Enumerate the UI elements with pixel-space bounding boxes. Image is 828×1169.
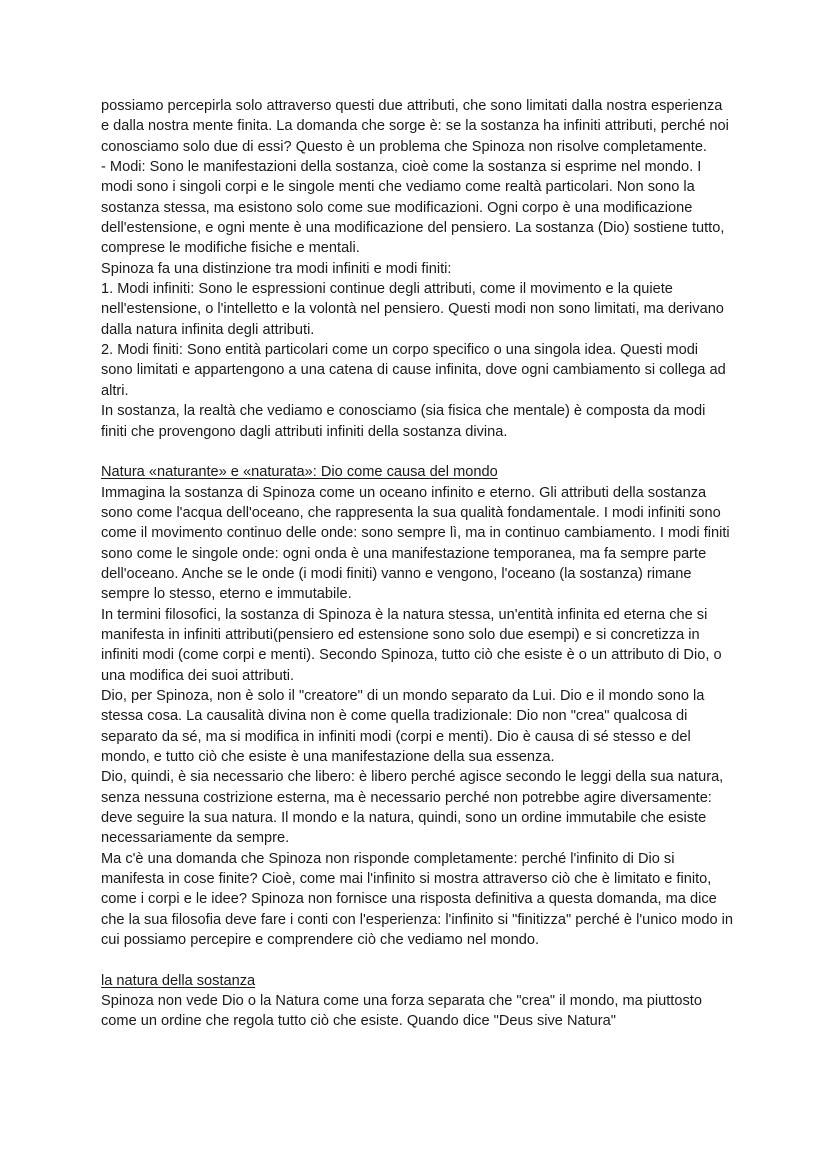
list-item-modi-finiti: 2. Modi finiti: Sono entità particolari come un corpo specifico o una singola idea. Questi modi sono limitati e appartengono a una catena di cause infinita, dove ogni cambiamento si collega ad altri. [101, 342, 726, 399]
document-page [101, 96, 733, 1032]
paragraph: Spinoza non vede Dio o la Natura come una forza separata che "crea" il mondo, ma piuttosto come un ordine che regola tutto ciò che esiste. Quando dice "Deus sive Natura" [101, 993, 702, 1030]
paragraph: Ma c'è una domanda che Spinoza non risponde completamente: perché l'infinito di Dio si manifesta in cose finite? Cioè, come mai l'infinito si mostra attraverso ciò che è limitato e finito, come i corpi e le idee? Spinoza non fornisce una risposta definitiva a questa domanda, ma dice che la sua filosofia deve fare i conti con l'esperienza: l'infinito si "finitizza" perché è l'unico modo in cui possiamo percepire e comprendere ciò che vediamo nel mondo. [101, 850, 733, 949]
section-natura-sostanza [101, 971, 733, 1032]
paragraph: possiamo percepirla solo attraverso questi due attributi, che sono limitati dalla nostra esperienza e dalla nostra mente finita. La domanda che sorge è: se la sostanza ha infiniti attributi, perché noi conosciamo solo due di essi? Questo è un problema che Spinoza non risolve completamente. [101, 98, 729, 155]
paragraph: Immagina la sostanza di Spinoza come un oceano infinito e eterno. Gli attributi della sostanza sono come l'acqua dell'oceano, che rappresenta la sua qualità fondamentale. I modi infiniti sono come il movimento continuo delle onde: sono sempre lì, ma in continuo cambiamento. I modi finiti sono come le singole onde: ogni onda è una manifestazione temporanea, ma fa sempre parte dell'oceano. Anche se le onde (i modi finiti) vanno e vengono, l'oceano (la sostanza) rimane sempre lo stesso, eterno e immutabile. [101, 484, 730, 603]
section-heading: Natura «naturante» e «naturata»: Dio come causa del mondo [101, 464, 498, 481]
section-heading: la natura della sostanza [101, 972, 256, 989]
paragraph: Spinoza fa una distinzione tra modi infiniti e modi finiti: [101, 260, 452, 277]
blank-line [101, 950, 733, 970]
section-modi [101, 96, 733, 442]
paragraph: In sostanza, la realtà che vediamo e conosciamo (sia fisica che mentale) è composta da modi finiti che provengono dagli attributi infiniti della sostanza divina. [101, 403, 706, 440]
section-natura-naturante [101, 462, 733, 950]
paragraph-modi: - Modi: Sono le manifestazioni della sostanza, cioè come la sostanza si esprime nel mondo. I modi sono i singoli corpi e le singole menti che vediamo come realtà particolari. Non sono la sostanza stessa, ma esistono solo come sue modificazioni. Ogni corpo è una modificazione dell'estensione, e ogni mente è una modificazione del pensiero. La sostanza (Dio) sostiene tutto, comprese le modifiche fisiche e mentali. [101, 159, 725, 257]
paragraph: Dio, quindi, è sia necessario che libero: è libero perché agisce secondo le leggi della sua natura, senza nessuna costrizione esterna, ma è necessario perché non potrebbe agire diversamente: deve seguire la sua natura. Il mondo e la natura, quindi, sono un ordine immutabile che esiste necessariamente da sempre. [101, 769, 724, 847]
list-item-modi-infiniti: 1. Modi infiniti: Sono le espressioni continue degli attributi, come il movimento e la quiete nell'estensione, o l'intelletto e la volontà nel pensiero. Questi modi non sono limitati, ma derivano dalla natura infinita degli attributi. [101, 281, 724, 338]
paragraph: In termini filosofici, la sostanza di Spinoza è la natura stessa, un'entità infinita ed eterna che si manifesta in infiniti attributi(pensiero ed estensione sono solo due esempi) e si concretizza in infiniti modi (come corpi e menti). Secondo Spinoza, tutto ciò che esiste è o un attributo di Dio, o una modifica dei suoi attributi. [101, 606, 722, 684]
blank-line [101, 442, 733, 462]
paragraph: Dio, per Spinoza, non è solo il "creatore" di un mondo separato da Lui. Dio e il mondo sono la stessa cosa. La causalità divina non è come quella tradizionale: Dio non "crea" qualcosa di separato da sé, ma si modifica in infiniti modi (corpi e menti). Dio è causa di sé stesso e del mondo, e tutto ciò che esiste è una manifestazione della sua essenza. [101, 687, 705, 765]
